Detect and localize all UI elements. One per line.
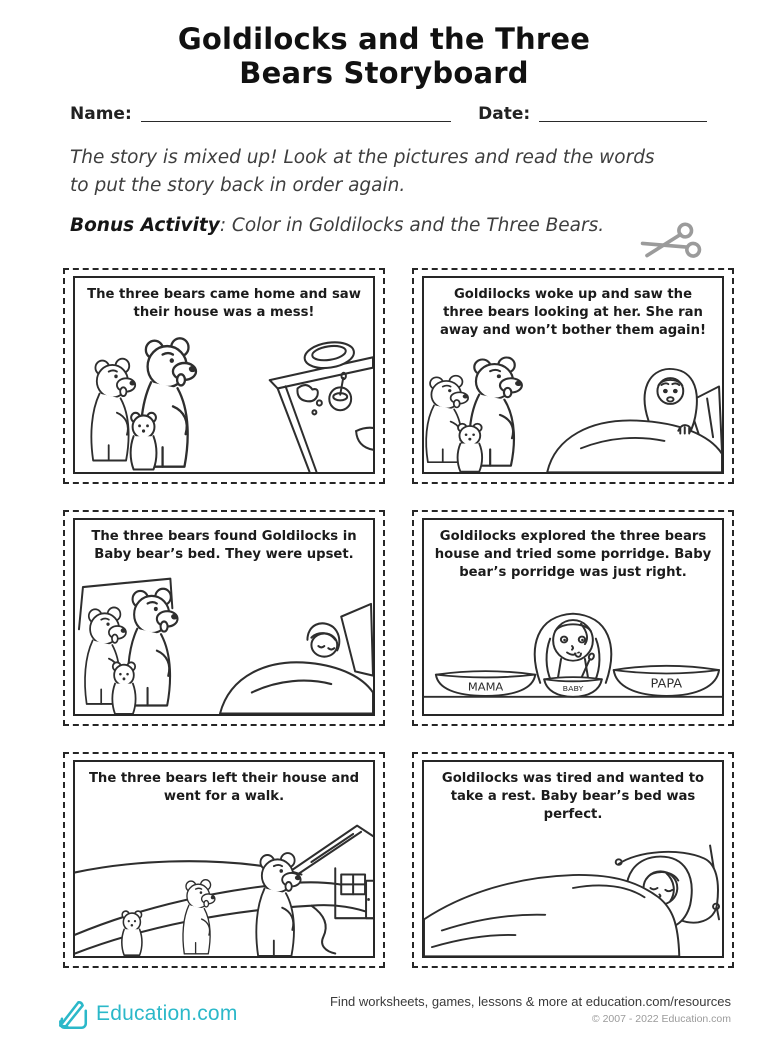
footer-copyright: © 2007 - 2022 Education.com bbox=[591, 1013, 731, 1025]
panel-4-illustration-porridge-bowls bbox=[424, 585, 722, 714]
educationcom-logo bbox=[54, 996, 238, 1032]
date-label: Date: bbox=[478, 104, 531, 124]
name-label: Name: bbox=[70, 104, 132, 124]
storyboard-grid bbox=[63, 268, 734, 968]
panel-5-illustration-bears-walk bbox=[75, 808, 373, 956]
panel-3-illustration-bears-find-goldilocks bbox=[75, 566, 373, 714]
panel-4-caption: Goldilocks explored the three bears house and tried some porridge. Baby bear’s porridge was just right. bbox=[434, 529, 712, 581]
panel-1-caption: The three bears came home and saw their house was a mess! bbox=[87, 287, 361, 321]
panel-1-illustration-bears-find-mess bbox=[75, 324, 373, 472]
bonus-activity-label: Bonus Activity bbox=[70, 214, 220, 236]
bonus-activity-body: : Color in Goldilocks and the Three Bears. bbox=[219, 214, 605, 236]
date-write-line bbox=[539, 102, 707, 122]
name-write-line bbox=[141, 102, 451, 122]
papa-bowl-label: PAPA bbox=[650, 675, 683, 691]
page-title bbox=[0, 22, 768, 90]
panel-6-caption: Goldilocks was tired and wanted to take a rest. Baby bear’s bed was perfect. bbox=[441, 771, 705, 823]
baby-bowl-label: BABY bbox=[562, 684, 584, 693]
page-title-line2: Bears Storyboard bbox=[239, 56, 529, 90]
brand-name: Education.com bbox=[96, 1002, 238, 1025]
storyboard-panel-2 bbox=[412, 268, 734, 484]
panel-3-caption: The three bears found Goldilocks in Baby bear’s bed. They were upset. bbox=[91, 529, 357, 563]
page-footer bbox=[0, 988, 768, 1046]
bonus-activity-text bbox=[70, 215, 708, 236]
storyboard-panel-5 bbox=[63, 752, 385, 968]
pencil-icon bbox=[54, 996, 90, 1032]
panel-5-caption: The three bears left their house and went for a walk. bbox=[88, 771, 360, 805]
storyboard-panel-3 bbox=[63, 510, 385, 726]
panel-2-illustration-goldilocks-wakes bbox=[424, 343, 722, 472]
storyboard-panel-6 bbox=[412, 752, 734, 968]
panel-6-illustration-goldilocks-sleeps bbox=[424, 827, 722, 956]
storyboard-panel-4 bbox=[412, 510, 734, 726]
worksheet-header bbox=[0, 22, 768, 236]
panel-2-caption: Goldilocks woke up and saw the three bears looking at her. She ran away and won’t bother them again! bbox=[440, 287, 706, 339]
name-date-row bbox=[70, 102, 707, 124]
storyboard-panel-1 bbox=[63, 268, 385, 484]
instructions-text: The story is mixed up! Look at the pictures and read the words to put the story back in order again. bbox=[70, 147, 655, 196]
footer-tagline: Find worksheets, games, lessons & more at education.com/resources bbox=[329, 994, 731, 1009]
page-title-line1: Goldilocks and the Three bbox=[177, 22, 591, 56]
mama-bowl-label: MAMA bbox=[467, 680, 504, 693]
